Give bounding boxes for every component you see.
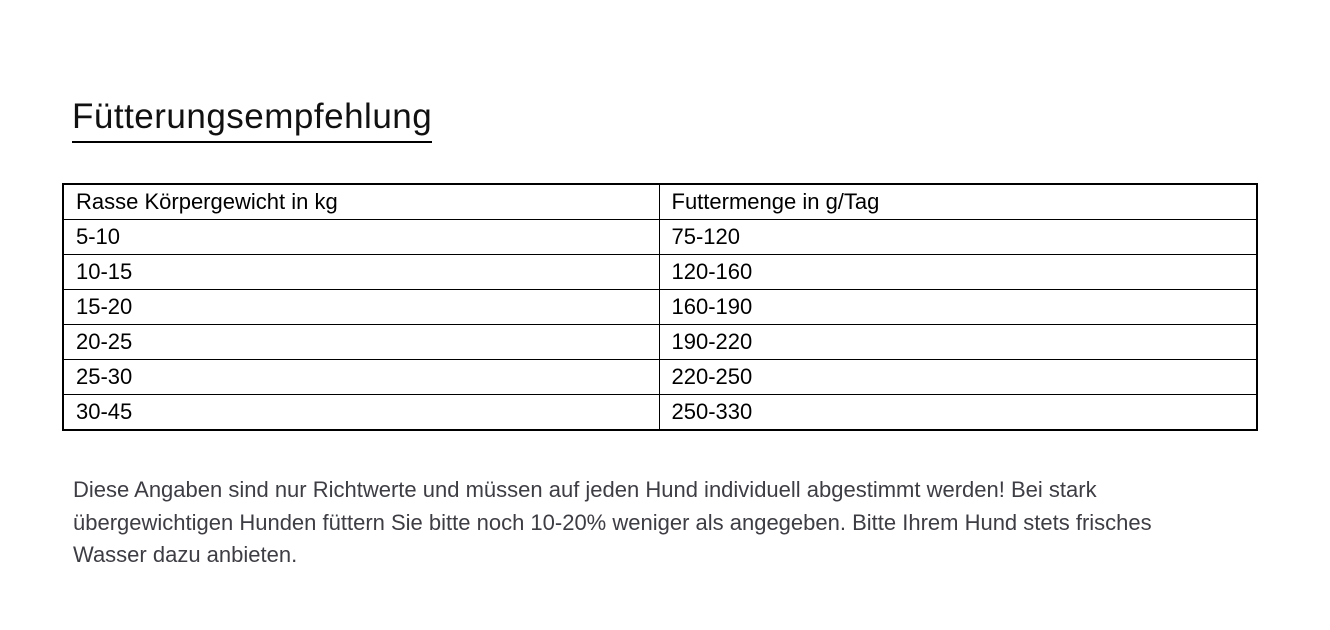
table-header-row bbox=[63, 184, 1257, 220]
table-row bbox=[63, 360, 1257, 395]
note-line: Diese Angaben sind nur Richtwerte und müssen auf jeden Hund individuell abgestimmt werden! Bei stark bbox=[73, 477, 1097, 502]
table-cell-weight: 15-20 bbox=[63, 290, 659, 325]
table-cell-amount: 160-190 bbox=[659, 290, 1257, 325]
page-title bbox=[72, 97, 432, 143]
table-cell-weight: 20-25 bbox=[63, 325, 659, 360]
table-cell-amount: 190-220 bbox=[659, 325, 1257, 360]
table-row bbox=[63, 325, 1257, 360]
note-text bbox=[73, 474, 1152, 572]
table-row bbox=[63, 255, 1257, 290]
table-cell-weight: 25-30 bbox=[63, 360, 659, 395]
table-row bbox=[63, 290, 1257, 325]
note-line: übergewichtigen Hunden füttern Sie bitte noch 10-20% weniger als angegeben. Bitte Ihrem Hund stets frisches bbox=[73, 509, 1152, 535]
table-cell-weight: 30-45 bbox=[63, 395, 659, 431]
table-cell-amount: 220-250 bbox=[659, 360, 1257, 395]
table-cell-amount: 250-330 bbox=[659, 395, 1257, 431]
table-row bbox=[63, 395, 1257, 431]
column-header-weight: Rasse Körpergewicht in kg bbox=[63, 184, 659, 220]
table-cell-weight: 10-15 bbox=[63, 255, 659, 290]
page-title-text: Fütterungsempfehlung bbox=[72, 97, 432, 143]
table-cell-weight: 5-10 bbox=[63, 220, 659, 255]
table-row bbox=[63, 220, 1257, 255]
table-cell-amount: 120-160 bbox=[659, 255, 1257, 290]
note-line: Wasser dazu anbieten. bbox=[73, 542, 298, 567]
feeding-table bbox=[62, 183, 1258, 431]
table-cell-amount: 75-120 bbox=[659, 220, 1257, 255]
column-header-amount: Futtermenge in g/Tag bbox=[659, 184, 1257, 220]
